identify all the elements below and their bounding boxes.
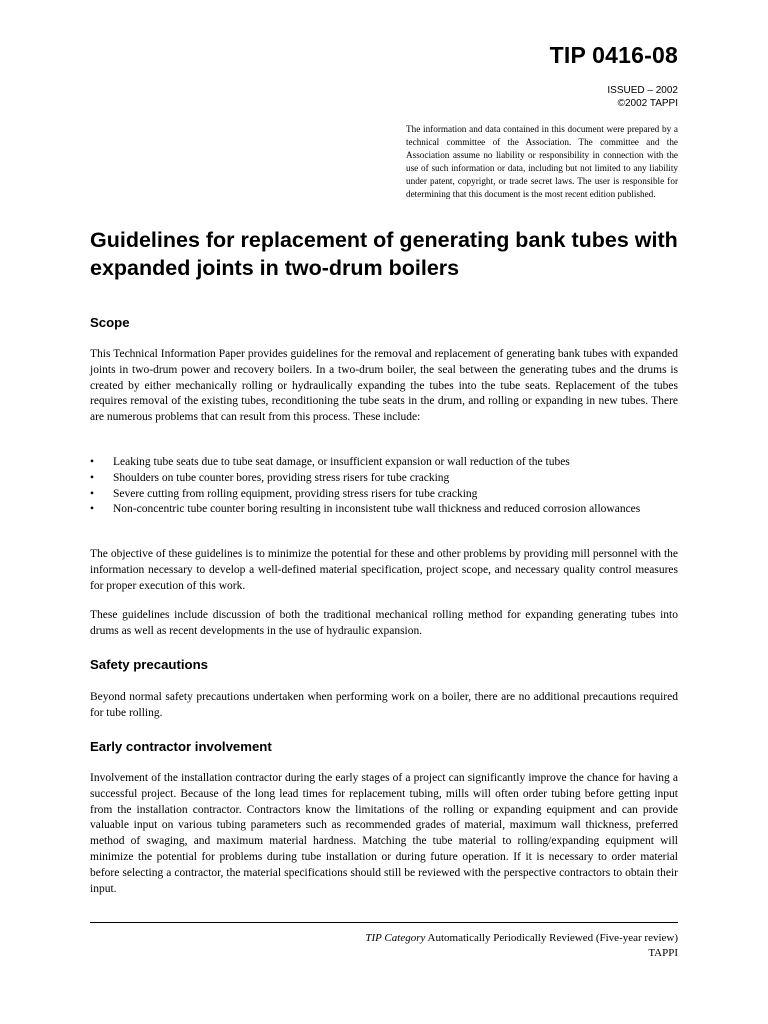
scope-heading: Scope — [90, 315, 130, 330]
contractor-heading: Early contractor involvement — [90, 739, 272, 754]
list-item-text: Shoulders on tube counter bores, providing stress risers for tube cracking — [113, 471, 450, 484]
document-title: Guidelines for replacement of generating bank tubes with expanded joints in two-drum boilers — [90, 228, 678, 280]
footer-publisher: TAPPI — [648, 947, 678, 959]
bullet-icon: • — [90, 456, 95, 468]
list-item — [90, 455, 678, 471]
list-item-text: Non-concentric tube counter boring resulting in inconsistent tube wall thickness and reduced corrosion allowances — [113, 503, 641, 516]
list-item — [90, 487, 678, 503]
problem-list — [90, 455, 678, 518]
footer-category-line — [365, 931, 678, 946]
bullet-icon: • — [90, 503, 95, 516]
footer — [365, 931, 678, 961]
scope-intro-paragraph: This Technical Information Paper provides guidelines for the removal and replacement of generating bank tubes with expanded joints in two-drum power and recovery boilers. In a two-drum boiler, the seal between the generating tubes and the drums is created by either mechanically rolling or hydraulically expanding the tubes into the tube seats. Replacement of the tubes requires removal of the existing tubes, reconditioning the tube seats in the drum, and rolling or expanding in new tubes. There are numerous problems that can result from this process. These include: — [90, 348, 678, 424]
safety-heading: Safety precautions — [90, 657, 208, 672]
contractor-paragraph: Involvement of the installation contractor during the early stages of a project can significantly improve the chance for having a successful project. Because of the long lead times for replacement tubing, mills will often order tubing before getting input from the installation contractor. Contractors know the limitations of the rolling or expanding equipment and can provide valuable input on various tubing parameters such as recommended grades of material, maximum wall thickness, preferred method of swaging, and maximum material hardness. Matching the tube material to rolling/expanding equipment will minimize the potential for problems during tube installation or during future operation. If it is necessary to order material before selecting a contractor, the material specifications should still be reviewed with the perspective contractors to obtain their input. — [90, 772, 678, 895]
list-item — [90, 471, 678, 487]
footer-category-value: Automatically Periodically Reviewed (Five-year review) — [427, 932, 678, 944]
list-item — [90, 502, 678, 518]
bullet-icon: • — [90, 471, 95, 484]
disclaimer: The information and data contained in this document were prepared by a technical committee of the Association. The committee and the Association assume no liability or responsibility in connection with the use of such information or data, including but not limited to any liability under patent, copyright, or trade secret laws. The user is responsible for determining that this document is the most recent edition published. — [406, 124, 678, 199]
copyright: ©2002 TAPPI — [617, 98, 678, 109]
footer-divider — [90, 922, 678, 923]
safety-paragraph: Beyond normal safety precautions undertaken when performing work on a boiler, there are no additional precautions required for tube rolling. — [90, 691, 678, 719]
footer-category-label: TIP Category — [365, 932, 426, 944]
list-item-text: Leaking tube seats due to tube seat damage, or insufficient expansion or wall reduction of the tubes — [113, 456, 570, 468]
discussion-paragraph: These guidelines include discussion of both the traditional mechanical rolling method for expanding generating tubes into drums as well as recent developments in the use of hydraulic expansion. — [90, 609, 678, 637]
list-item-text: Severe cutting from rolling equipment, providing stress risers for tube cracking — [113, 487, 478, 500]
objective-paragraph: The objective of these guidelines is to minimize the potential for these and other problems by providing mill personnel with the information necessary to develop a well-defined material specification, project scope, and necessary quality control measures for proper execution of this work. — [90, 548, 678, 592]
document-number: TIP 0416-08 — [549, 42, 678, 68]
bullet-icon: • — [90, 487, 95, 500]
issued-date: ISSUED – 2002 — [607, 85, 678, 96]
issue-info — [607, 84, 678, 110]
